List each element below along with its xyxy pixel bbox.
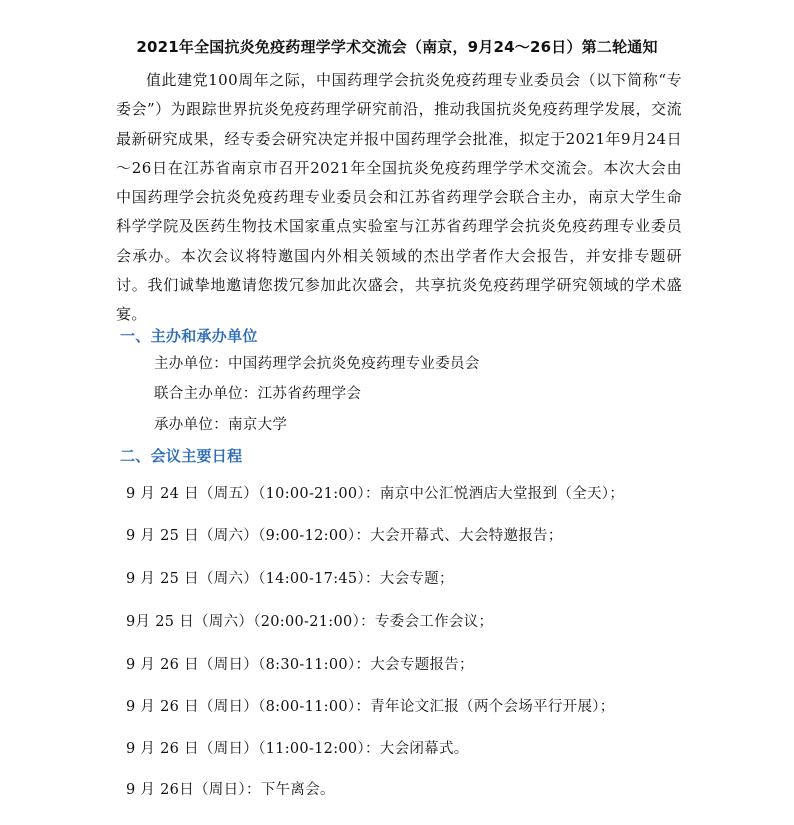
schedule-item: 9 月 25 日（周六）（9:00-12:00）：大会开幕式、大会特邀报告；: [126, 528, 563, 544]
co-organizer-line: 联合主办单位：江苏省药理学会: [154, 386, 362, 402]
schedule-item: 9 月 26 日（周日）（8:00-11:00）：青年论文汇报（两个会场平行开展）；: [126, 699, 615, 715]
document-title: 2021年全国抗炎免疫药理学学术交流会（南京，9月24～26日）第二轮通知: [136, 38, 658, 56]
schedule-item: 9 月 26 日（周日）（11:00-12:00）：大会闭幕式。: [126, 741, 469, 757]
host-organizer-line: 承办单位：南京大学: [154, 417, 288, 433]
section-heading-organizers: 一、主办和承办单位: [120, 327, 258, 345]
intro-paragraph: 值此建党100周年之际，中国药理学会抗炎免疫药理专业委员会（以下简称“专委会”）为跟踪世界抗炎免疫药理学研究前沿，推动我国抗炎免疫药理学发展，交流最新研究成果，经专委会研究决定并报中国药理学会批准，拟定于2021年9月24日～26日在江苏省南京市召开2021年全国抗炎免疫药理学学术交流会。本次大会由中国药理学会抗炎免疫药理专业委员会和江苏省药理学会联合主办，南京大学生命科学学院及医药生物技术国家重点实验室与江苏省药理学会抗炎免疫药理专业委员会承办。本次会议将特邀国内外相关领域的杰出学者作大会报告，并安排专题研讨。我们诚挚地邀请您拨冗参加此次盛会，共享抗炎免疫药理学研究领域的学术盛宴。: [116, 71, 682, 324]
schedule-item: 9 月 25 日（周六）（14:00-17:45）：大会专题；: [126, 571, 454, 587]
schedule-item: 9 月 26日（周日）：下午离会。: [126, 782, 335, 798]
organizer-line: 主办单位：中国药理学会抗炎免疫药理专业委员会: [154, 356, 480, 372]
schedule-item: 9 月 24 日（周五）（10:00-21:00）：南京中公汇悦酒店大堂报到（全天）；: [126, 486, 625, 502]
schedule-item: 9月 25 日（周六）（20:00-21:00）：专委会工作会议；: [126, 614, 494, 630]
schedule-item: 9 月 26 日（周日）（8:30-11:00）：大会专题报告；: [126, 657, 474, 673]
section-heading-schedule: 二、会议主要日程: [120, 447, 243, 465]
